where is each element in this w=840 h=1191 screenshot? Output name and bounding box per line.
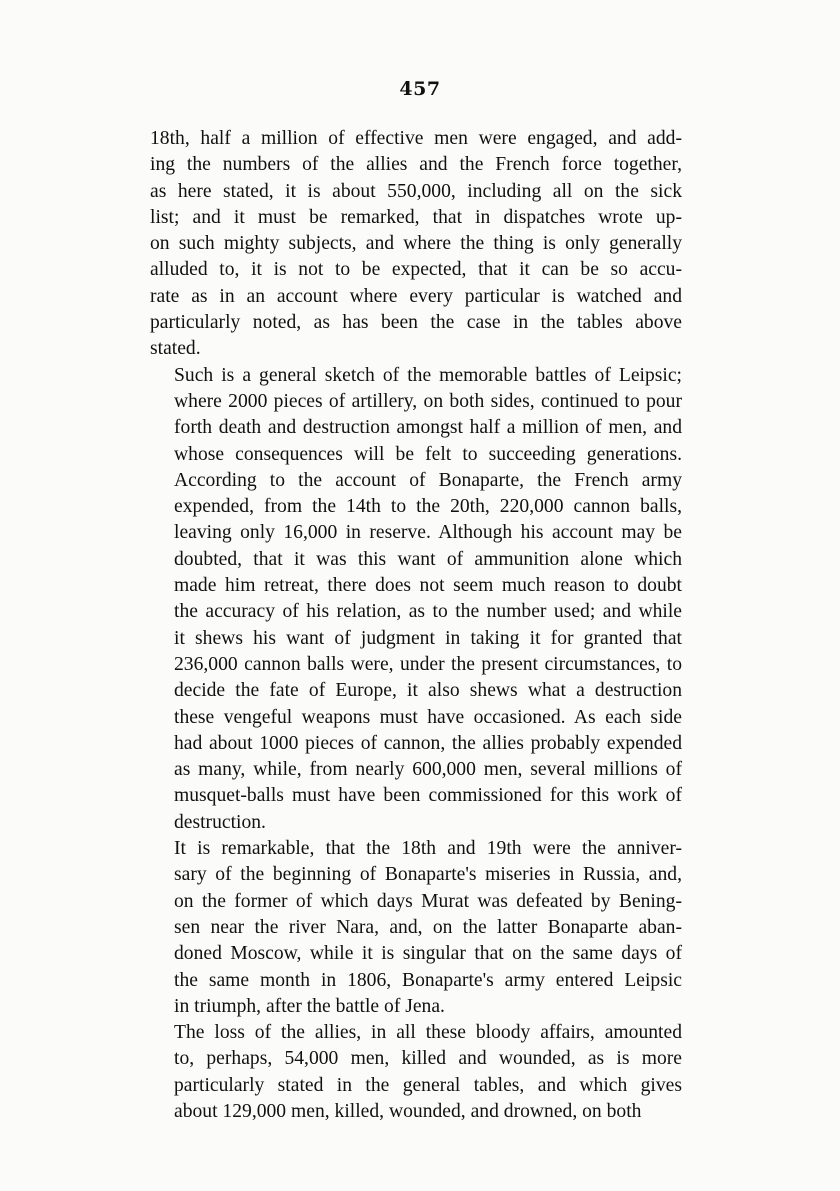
text-line: According to the account of Bonaparte, the French army <box>174 469 682 491</box>
text-line: had about 1000 pieces of cannon, the allies probably expended <box>174 732 682 754</box>
paragraph <box>150 126 682 363</box>
text-line: expended, from the 14th to the 20th, 220,000 cannon balls, <box>174 496 682 518</box>
text-line: stated. <box>150 338 201 360</box>
text-line: Such is a general sketch of the memorable battles of Leipsic; <box>174 364 682 386</box>
paragraph <box>150 1020 682 1125</box>
text-line: 236,000 cannon balls were, under the present circumstances, to <box>174 653 682 675</box>
text-line: particularly noted, as has been the case in the tables above <box>150 312 682 334</box>
text-line: where 2000 pieces of artillery, on both sides, continued to pour <box>174 390 682 412</box>
text-line: rate as in an account where every particular is watched and <box>150 285 682 307</box>
text-line: The loss of the allies, in all these bloody affairs, amounted <box>174 1022 682 1044</box>
paragraph <box>150 836 682 1020</box>
text-line: it shews his want of judgment in taking it for granted that <box>174 627 682 649</box>
paragraph <box>150 363 682 836</box>
text-line: to, perhaps, 54,000 men, killed and wounded, as is more <box>174 1048 682 1070</box>
text-line: the same month in 1806, Bonaparte's army entered Leipsic <box>174 969 682 991</box>
text-line: made him retreat, there does not seem much reason to doubt <box>174 575 682 597</box>
text-line: about 129,000 men, killed, wounded, and drowned, on both <box>174 1100 642 1122</box>
text-line: decide the fate of Europe, it also shews what a destruction <box>174 680 682 702</box>
text-line: forth death and destruction amongst half a million of men, and <box>174 417 682 439</box>
text-line: 18th, half a million of effective men were engaged, and add- <box>150 128 682 149</box>
text-line: these vengeful weapons must have occasioned. As each side <box>174 706 682 728</box>
text-line: as many, while, from nearly 600,000 men, several millions of <box>174 759 682 781</box>
text-line: doned Moscow, while it is singular that on the same days of <box>174 943 682 965</box>
text-line: It is remarkable, that the 18th and 19th were the anniver- <box>174 838 682 860</box>
text-line: particularly stated in the general tables, and which gives <box>174 1074 682 1096</box>
body-text <box>150 126 682 1125</box>
text-line: musquet-balls must have been commissioned for this work of <box>174 785 682 807</box>
text-line: on the former of which days Murat was defeated by Bening- <box>174 890 682 912</box>
text-line: leaving only 16,000 in reserve. Although his account may be <box>174 522 682 544</box>
text-line: sen near the river Nara, and, on the latter Bonaparte aban- <box>174 916 682 938</box>
text-line: as here stated, it is about 550,000, including all on the sick <box>150 180 682 202</box>
text-line: whose consequences will be felt to succeeding generations. <box>174 443 682 465</box>
text-line: sary of the beginning of Bonaparte's miseries in Russia, and, <box>174 864 682 886</box>
text-line: destruction. <box>174 811 266 833</box>
text-line: the accuracy of his relation, as to the number used; and while <box>174 601 682 623</box>
text-line: list; and it must be remarked, that in dispatches wrote up- <box>150 206 682 228</box>
text-line: alluded to, it is not to be expected, that it can be so accu- <box>150 259 682 281</box>
page-number: 457 <box>399 78 441 100</box>
text-line: doubted, that it was this want of ammunition alone which <box>174 548 682 570</box>
text-line: ing the numbers of the allies and the French force together, <box>150 154 682 176</box>
text-line: in triumph, after the battle of Jena. <box>174 995 445 1017</box>
text-line: on such mighty subjects, and where the thing is only generally <box>150 233 682 255</box>
